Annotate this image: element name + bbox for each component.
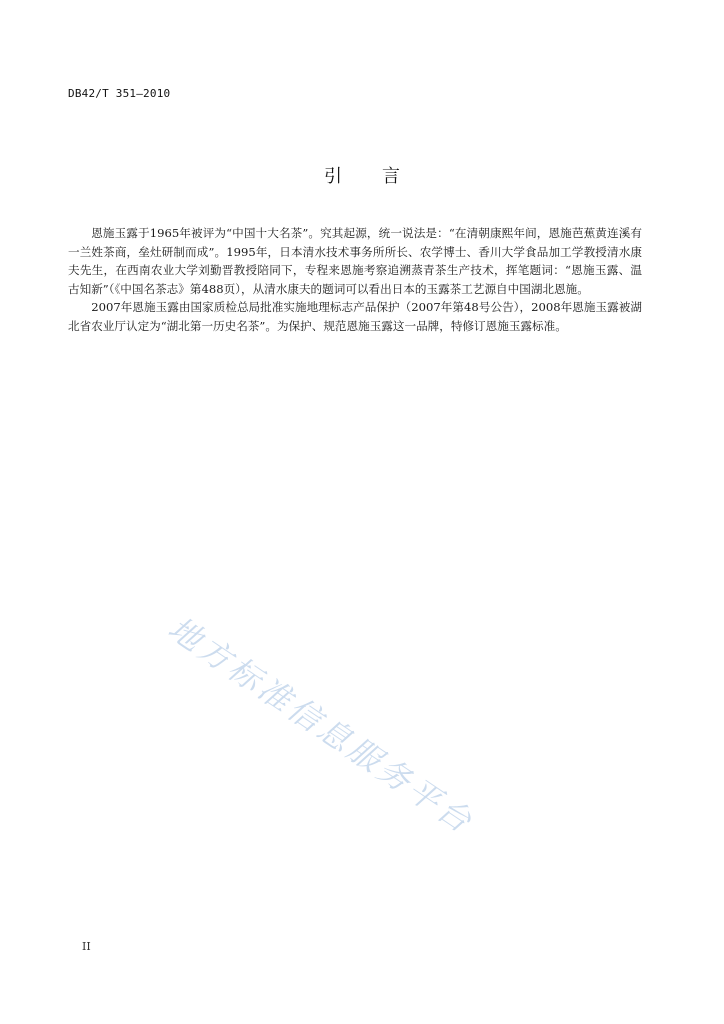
document-code: DB42/T 351—2010 <box>68 87 171 100</box>
section-title-char-1: 引 <box>324 166 342 187</box>
section-title-char-2: 言 <box>382 166 400 187</box>
paragraph-origin: 恩施玉露于1965年被评为“中国十大名茶”。究其起源，统一说法是：“在清朝康熙年间，恩施芭蕉黄连溪有一兰姓茶商，垒灶研制而成”。1995年，日本清水技术事务所所长、农学博士、香川大学食品加工学教授清水康夫先生，在西南农业大学刘勤晋教授陪同下，专程来恩施考察追溯蒸青茶生产技术，挥笔题词：“恩施玉露、温古知新”（《中国名茶志》第488页），从清水康夫的题词可以看出日本的玉露茶工艺源自中国湖北恩施。 <box>68 226 642 296</box>
paragraph-protection: 2007年恩施玉露由国家质检总局批准实施地理标志产品保护（2007年第48号公告），2008年恩施玉露被湖北省农业厅认定为“湖北第一历史名茶”。为保护、规范恩施玉露这一品牌，特修订恩施玉露标准。 <box>68 300 642 333</box>
page-number: II <box>82 940 91 953</box>
section-title <box>0 162 724 188</box>
introduction-body <box>68 224 642 336</box>
watermark: 地方标准信息服务平台 <box>161 608 482 842</box>
